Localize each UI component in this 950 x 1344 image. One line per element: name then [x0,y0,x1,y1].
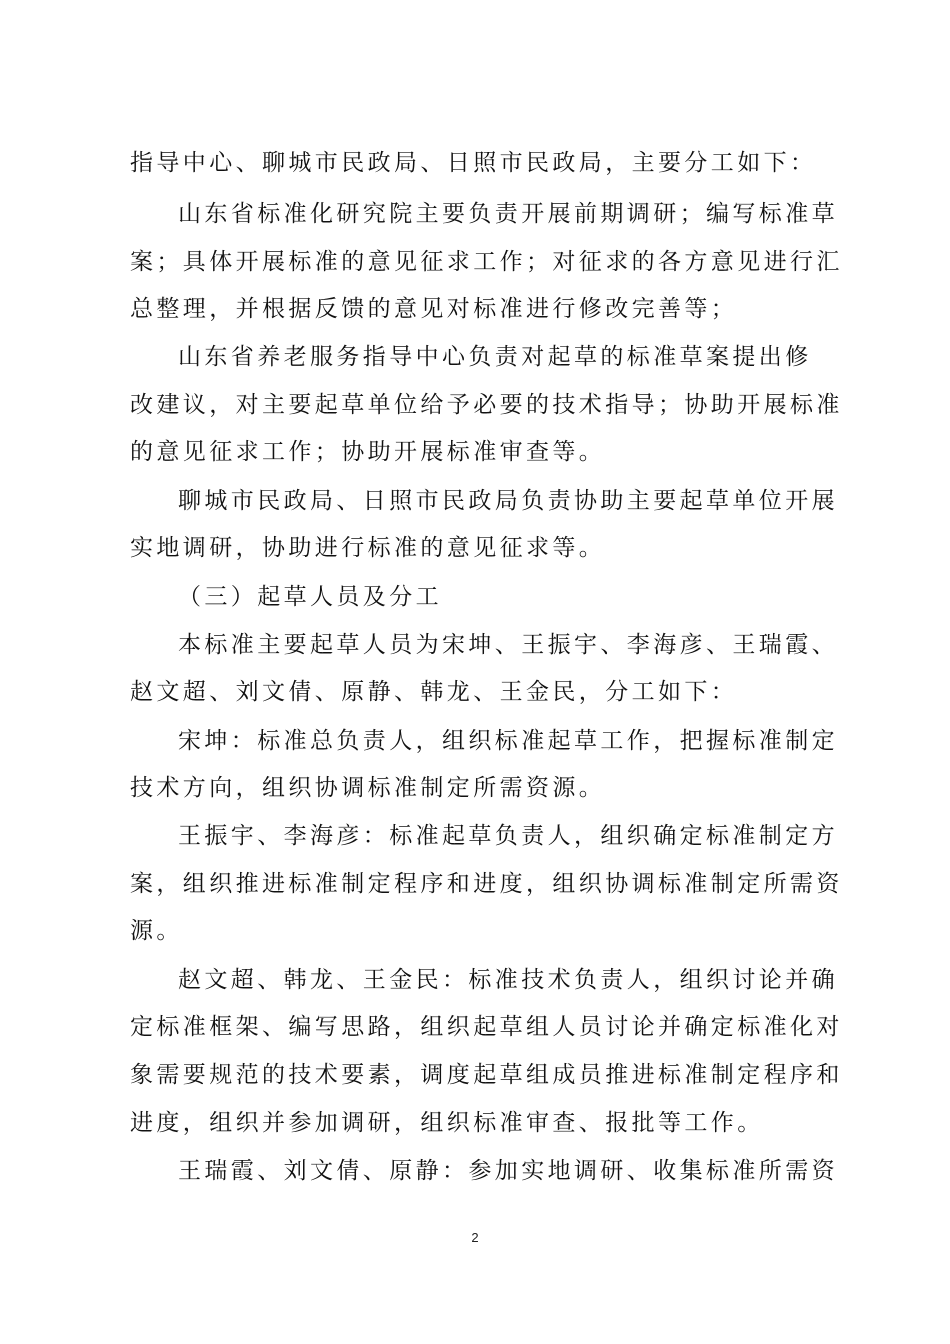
section-heading: （三）起草人员及分工 [178,584,442,610]
body-text-line: 进度，组织并参加调研，组织标准审查、报批等工作。 [130,1110,764,1136]
body-text-line: 聊城市民政局、日照市民政局负责协助主要起草单位开展 [178,488,838,514]
body-text-line: 总整理，并根据反馈的意见对标准进行修改完善等； [130,296,738,322]
body-text-line: 宋坤：标准总负责人，组织标准起草工作，把握标准制定 [178,728,838,754]
body-text-line: 本标准主要起草人员为宋坤、王振宇、李海彦、王瑞霞、 [178,632,838,658]
body-text-line: 赵文超、刘文倩、原静、韩龙、王金民，分工如下： [130,679,738,705]
page-number: 2 [471,1230,479,1245]
body-text-line: 象需要规范的技术要素，调度起草组成员推进标准制定程序和 [130,1062,843,1088]
body-text-line: 案，组织推进标准制定程序和进度，组织协调标准制定所需资 [130,871,843,897]
body-text-line: 山东省标准化研究院主要负责开展前期调研；编写标准草 [178,201,838,227]
body-text-line: 定标准框架、编写思路，组织起草组人员讨论并确定标准化对 [130,1014,843,1040]
body-text-line: 的意见征求工作；协助开展标准审查等。 [130,439,606,465]
body-text-line: 王瑞霞、刘文倩、原静：参加实地调研、收集标准所需资 [178,1158,838,1184]
body-text-line: 赵文超、韩龙、王金民：标准技术负责人，组织讨论并确 [178,967,838,993]
body-text-line: 案；具体开展标准的意见征求工作；对征求的各方意见进行汇 [130,249,843,275]
body-text-line: 山东省养老服务指导中心负责对起草的标准草案提出修 [178,344,812,370]
body-text-line: 改建议，对主要起草单位给予必要的技术指导；协助开展标准 [130,392,843,418]
body-text-line: 指导中心、聊城市民政局、日照市民政局，主要分工如下： [130,150,817,176]
body-text-line: 技术方向，组织协调标准制定所需资源。 [130,775,606,801]
body-text-line: 实地调研，协助进行标准的意见征求等。 [130,535,606,561]
body-text-line: 源。 [130,918,183,944]
body-text-line: 王振宇、李海彦：标准起草负责人，组织确定标准制定方 [178,823,838,849]
